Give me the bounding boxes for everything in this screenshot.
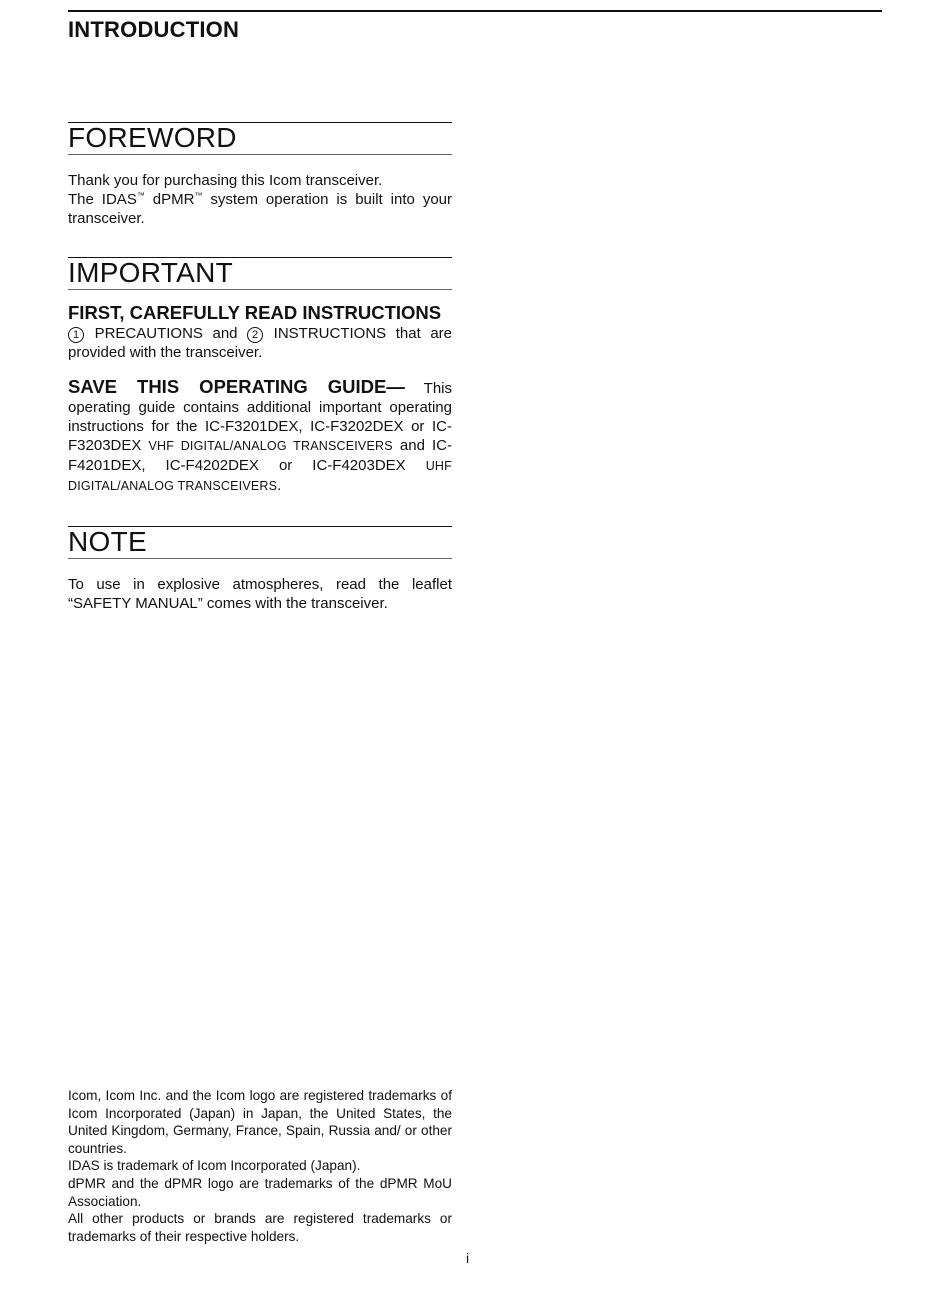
- trademark-line: IDAS is trademark of Icom Incorporated (Japan).: [68, 1158, 361, 1174]
- precautions-text: PRECAUTIONS and: [85, 325, 248, 342]
- important-title: IMPORTANT: [68, 257, 452, 290]
- foreword-text: [68, 171, 452, 228]
- foreword-title: FOREWORD: [68, 122, 452, 155]
- save-guide-text-a: This operating guide contains additional important operating instructions for the IC-F3201DEX, IC-F3202DEX or IC-F3203DEX: [68, 380, 452, 454]
- foreword-idas: The IDAS: [68, 191, 137, 208]
- note-section: [68, 526, 452, 613]
- foreword-line1: Thank you for purchasing this Icom transceiver.: [68, 172, 383, 189]
- save-guide-text-b: and IC-F4201DEX, IC-F4202DEX or IC-F4203DEX: [68, 437, 453, 474]
- note-title: NOTE: [68, 526, 452, 559]
- first-read-paragraph: [68, 303, 452, 362]
- foreword-dpmr: dPMR: [144, 191, 195, 208]
- top-rule: [68, 10, 882, 12]
- trademark-symbol: ™: [136, 191, 145, 200]
- foreword-line2-rest: system operation is built into your transceiver.: [68, 191, 452, 227]
- page-number: i: [466, 1250, 470, 1266]
- circled-number-2: 2: [247, 327, 263, 343]
- uhf-label: UHF DIGITAL/ANALOG TRANSCEIVERS: [68, 459, 452, 493]
- trademark-symbol: ™: [194, 191, 203, 200]
- vhf-label: VHF DIGITAL/ANALOG TRANSCEIVERS: [148, 439, 393, 453]
- foreword-section: [68, 122, 452, 228]
- note-text: To use in explosive atmospheres, read the leaflet “SAFETY MANUAL” comes with the transceiver.: [68, 576, 452, 612]
- circled-number-1: 1: [68, 327, 84, 343]
- important-section: [68, 257, 452, 496]
- instructions-text: INSTRUCTIONS that are provided with the transceiver.: [68, 325, 452, 361]
- save-guide-heading: SAVE THIS OPERATING GUIDE—: [68, 376, 405, 397]
- trademark-notice: [68, 1087, 452, 1245]
- trademark-line: Icom, Icom Inc. and the Icom logo are registered trademarks of Icom Incorporated (Japan) in Japan, the United States, the United Kingdom, Germany, France, Spain, Russia and/ or other countries.: [68, 1088, 452, 1156]
- trademark-line: All other products or brands are registered trademarks or trademarks of their respective holders.: [68, 1211, 452, 1244]
- trademark-line: dPMR and the dPMR logo are trademarks of the dPMR MoU Association.: [68, 1175, 452, 1209]
- save-guide-text-c: .: [277, 477, 282, 494]
- page-title: INTRODUCTION: [68, 17, 240, 42]
- save-guide-paragraph: [68, 377, 452, 496]
- first-read-heading: FIRST, CAREFULLY READ INSTRUCTIONS: [68, 302, 442, 323]
